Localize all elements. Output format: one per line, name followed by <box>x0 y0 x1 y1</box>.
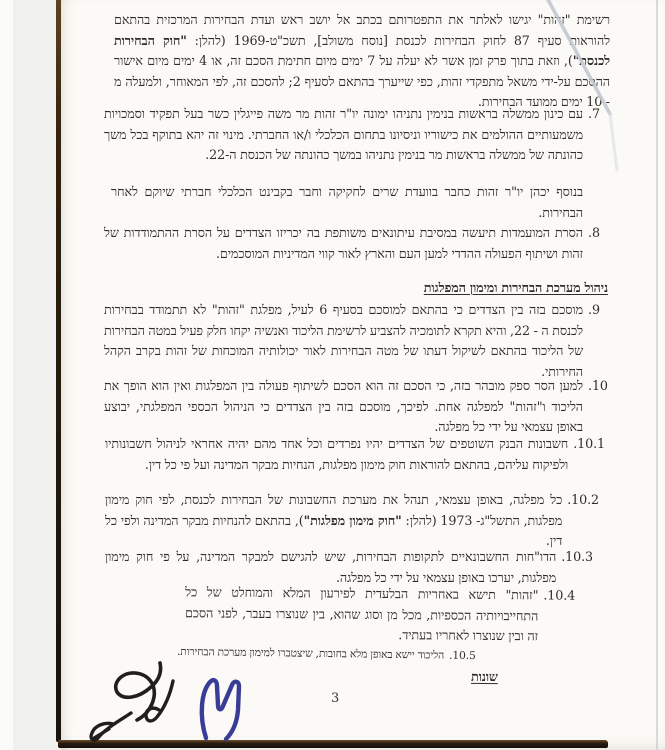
clause-10.1 <box>105 434 605 475</box>
clause-number: 10.1. <box>573 436 605 451</box>
section-heading-text: ניהול מערכת הבחירות ומימון המפלגות <box>423 280 608 295</box>
clause-10.2 <box>105 490 599 552</box>
clause-number: 10.2. <box>567 492 599 507</box>
scanner-right-edge-line <box>656 0 658 750</box>
clause-number: 10. <box>588 378 608 393</box>
scanner-background-strip <box>0 0 61 750</box>
clause-text: למען הסר ספק מובהר בזה, כי הסכם זה הוא הסכם לשיתוף פעולה בין המפלגות ואין הוא הופך את הליכוד ו"זהות" למפלגה אחת. לפיכך, מוסכם בזה בין הצדדים כי הניהול הכספי המפלגתי, יבוצע באופן עצמאי על ידי כל מפלגה. <box>104 378 583 434</box>
clause-text: כל מפלגה, באופן עצמאי, תנהל את מערכת החשבונות של הבחירות לכנסת, לפי חוק מימון מפלגות, התשל"ג- 1973 (להלן: "חוק מימון מפלגות"), בהתאם להנחיות מבקר המדינה ולפי כל דין. <box>105 492 563 548</box>
clause-number: 10.3. <box>561 549 593 564</box>
clause-text: הסרת המועמדות תיעשה במסיבת עיתונאים משותפת בה יכריזו הצדדים על הסרת ההתמודדות של זהות ושיתוף הפעולה ההדדי למען העם והארץ לאור קווי המדיניות המוסכמים. <box>104 225 583 261</box>
clause-10.5 <box>177 642 479 667</box>
body-paragraph <box>114 10 610 113</box>
section-heading <box>424 278 608 299</box>
clause-text: חשבונות הבנק השוטפים של הצדדים יהיו נפרדים וכל אחד מהם יהיה אחראי לניהול חשבונותיו ולפיקוח עליהם, בהתאם להוראות חוק מימון מפלגות, הנחיות מבקר המדינה ועל פי כל דין. <box>105 436 569 472</box>
clause-text: רשימת "זהות" יגישו לאלתר את התפטרותם בכתב אל יושב ראש ועדת הבחירות המרכזית בהתאם להוראות סעיף 87 לחוק הבחירות לכנסת [נוסח משולב], תשכ"ט-1969 (להלן: "חוק הבחירות לכנסת"), וזאת בתוך פרק זמן אשר לא יעלה על 7 ימים מיום חתימת הסכם זה, או 4 ימים מיום אישור ההסכם על-ידי משאל מתפקדי זהות, כפי שייערך בהתאם לסעיף 2; להסכם זה, לפי המאוחר, ולמעלה מ - 10 ימים ממועד הבחירות. <box>114 12 611 109</box>
clause-8 <box>104 223 610 264</box>
clause-number: 8. <box>588 225 600 240</box>
clause-text: הדו"חות החשבונאיים לתקופות הבחירות, שיש להגישם למבקר המדינה, על פי חוק מימון מפלגות, יערכו באופן עצמאי על ידי כל מפלגה. <box>105 549 557 585</box>
clause-9 <box>104 300 610 382</box>
page-number: 3 <box>331 691 340 706</box>
clause-7 <box>104 104 610 166</box>
clause-number: 7. <box>588 106 600 121</box>
clause-number: 10.4. <box>543 587 576 603</box>
clause-text: מוסכם בזה בין הצדדים כי בהתאם למוסכם בסעיף 6 לעיל, מפלגת "זהות" לא תתמודד בבחירות לכנסת ה - 22, והיא תקרא לתומכיה להצביע לרשימת הליכוד ואנשיה יקחו חלק פעיל במטה הבחירות של הליכוד בהתאם לשיקול דעתו של מטה הבחירות לאור יכולותיה המוכחות של זהות בקרב הקהל החירותי. <box>104 302 583 379</box>
clause-text: הליכוד יישא באופן מלא בחובות, שיצטברו למימון מערכת הבחירות. <box>176 644 445 662</box>
section-heading-text: שונות <box>471 668 499 685</box>
clause-text: "זהות" תישא באחריות הבלעדית לפירעון המלא והמוחלט של כל התחייבויותיה הכספיות, מכל מן וסוג שהוא, בין שנוצרו בעבר, לפני הסכם זה ובין שנוצרו לאחריו בעתיד. <box>184 584 539 644</box>
clause-number: 10.5. <box>448 648 476 663</box>
clause-10.3 <box>105 547 593 588</box>
scanner-white-band <box>0 0 13 750</box>
page-bottom-edge <box>58 740 608 748</box>
body-paragraph <box>111 182 583 223</box>
clause-10.4 <box>185 582 576 647</box>
page-binding-edge <box>56 0 61 742</box>
clause-number: 9. <box>588 302 600 317</box>
clause-text: עם כינון ממשלה בראשות בנימין נתניהו ימונה יו"ר זהות מר משה פייגלין כשר בעל תפקיד וסמכויות משמעותיים ההולמים את כישוריו וניסיונו בתחום הכלכלי ו/או החברתי. מינוי זה יהא בתוקף בכל משך כהונתה של ממשלה בראשות מר בנימין נתניהו במשך כהונתה של הכנסת ה-22. <box>104 106 583 162</box>
clause-10 <box>104 376 610 438</box>
section-heading <box>471 667 498 688</box>
clause-text: בנוסף יכהן יו"ר זהות כחבר בוועדת שרים לחקיקה וחבר בקבינט הכלכלי חברתי שיוקם לאחר הבחירות. <box>111 184 583 220</box>
